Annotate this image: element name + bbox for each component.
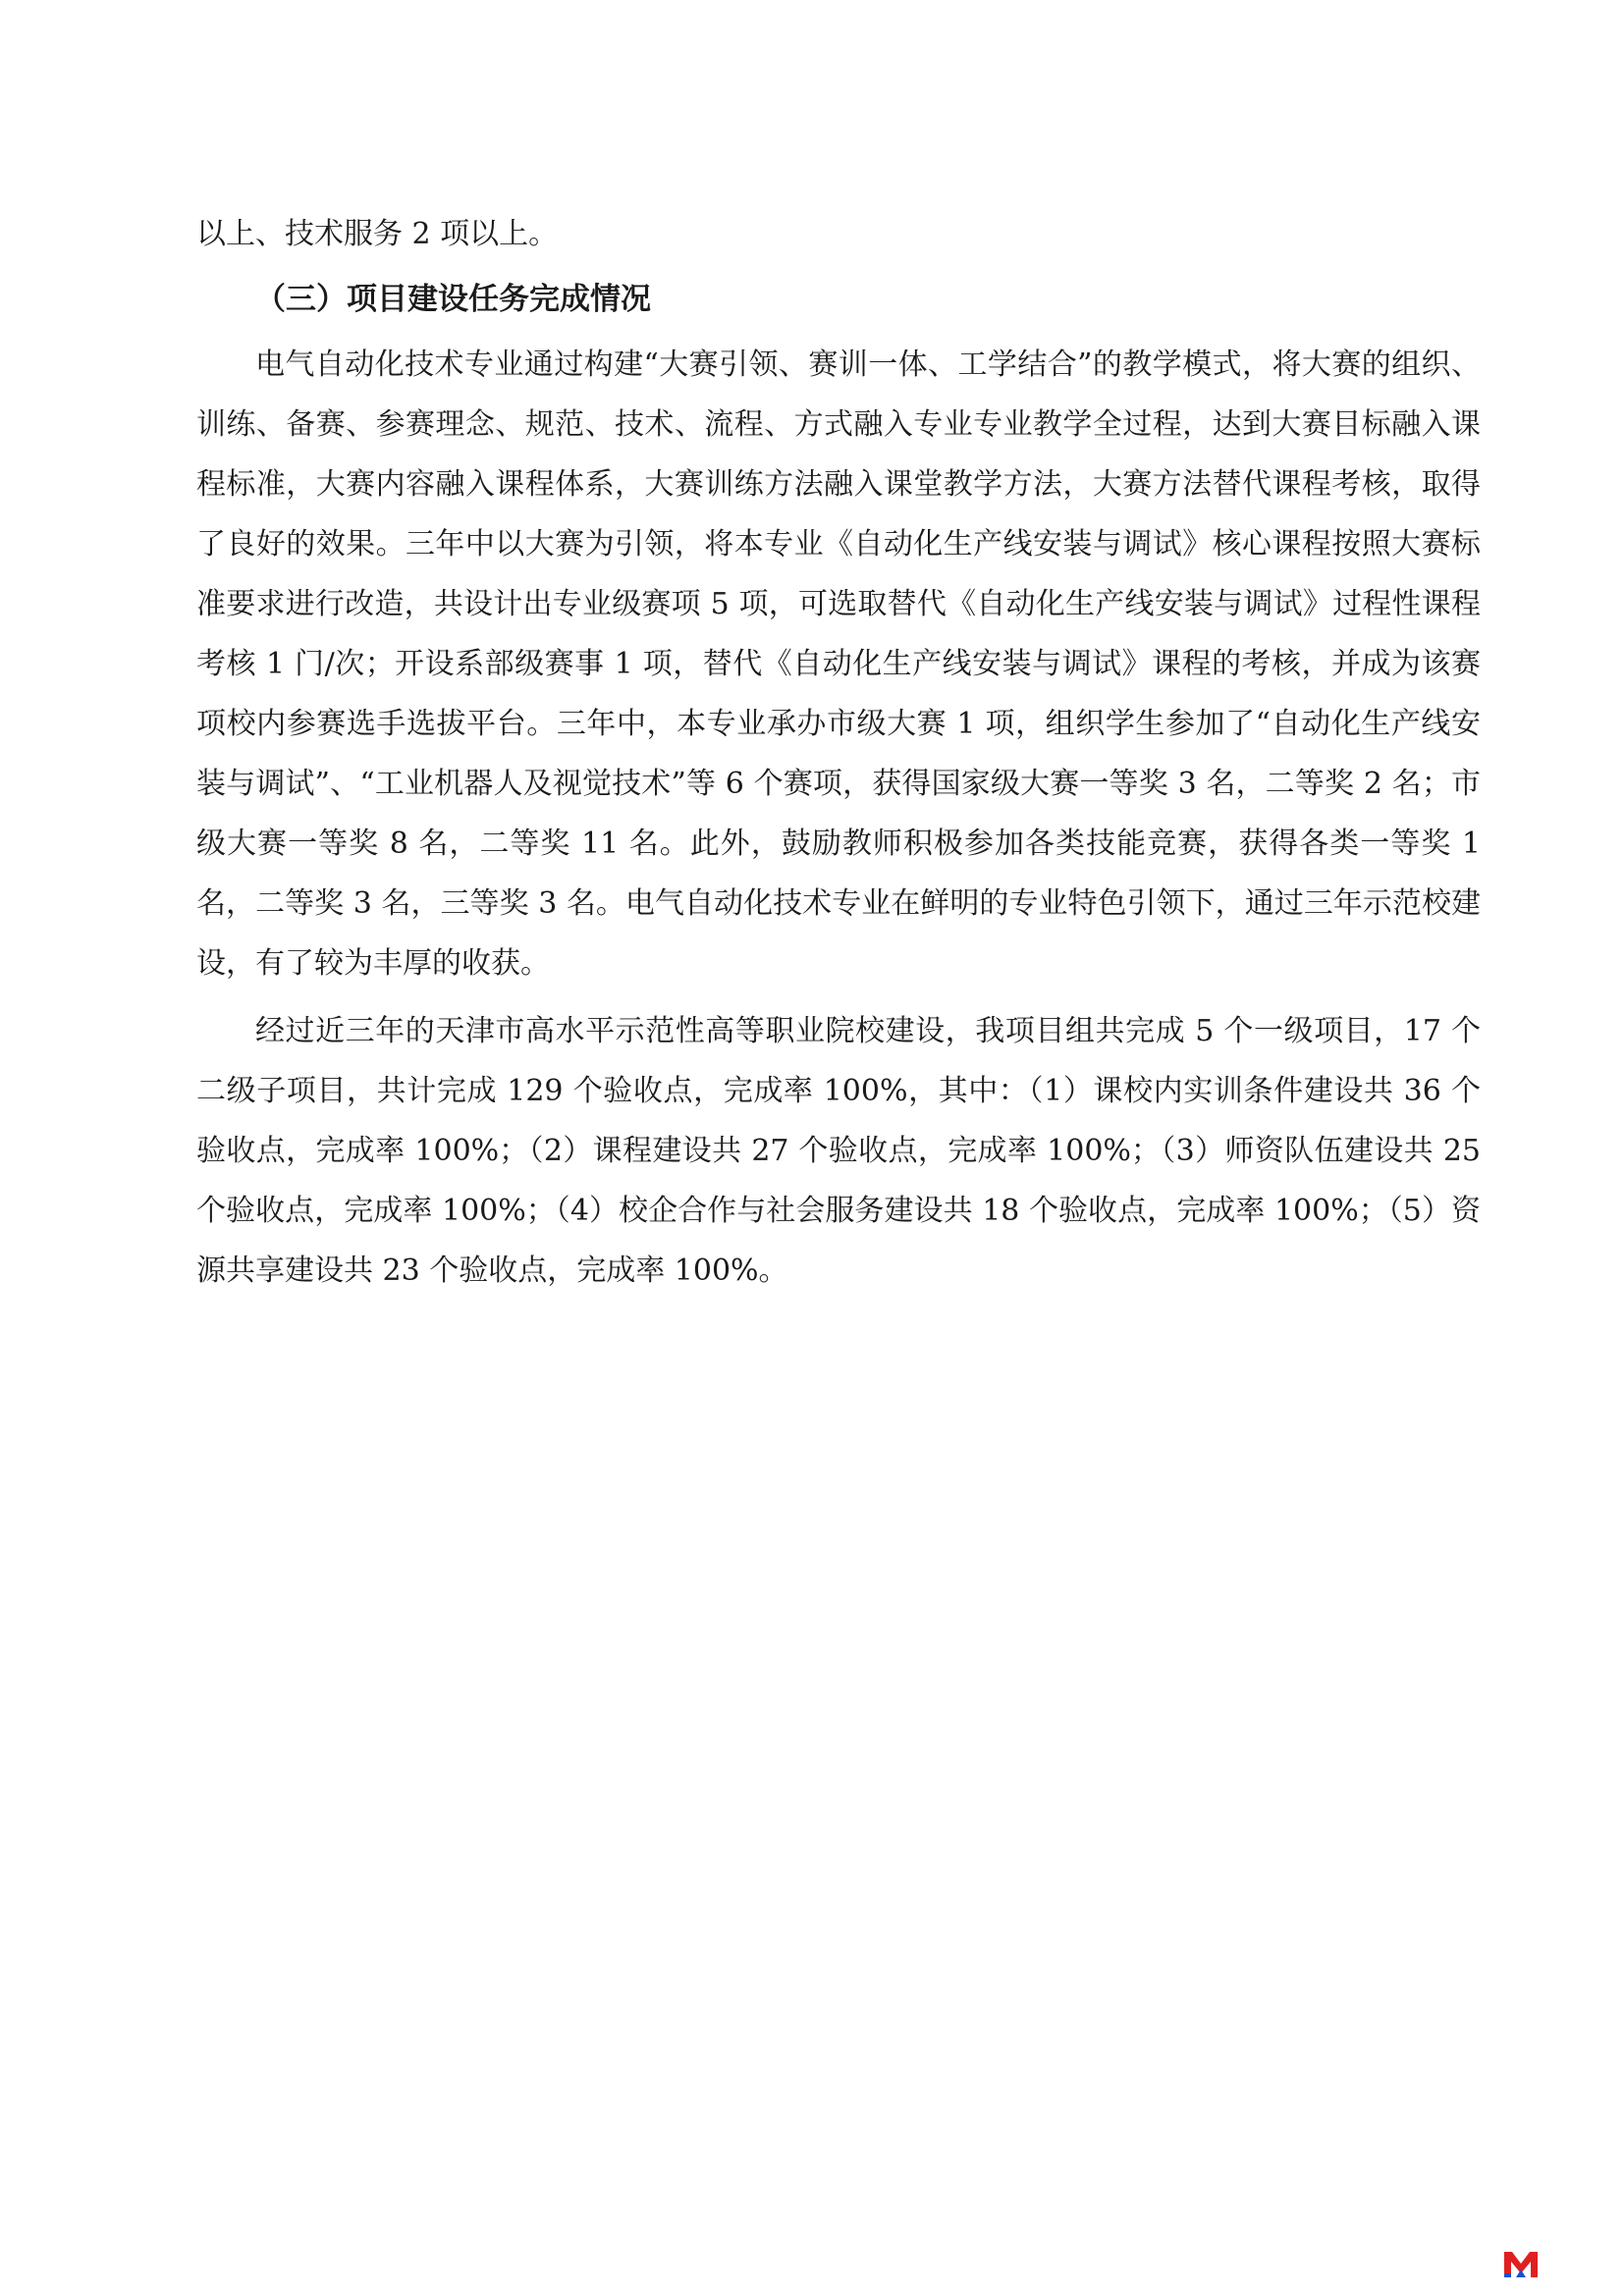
continuation-text: 以上、技术服务 2 项以上。 — [196, 217, 559, 251]
document-body — [196, 204, 1481, 1301]
paragraph-competition: 电气自动化技术专业通过构建“大赛引领、赛训一体、工学结合”的教学模式，将大赛的组织、训练、备赛、参赛理念、规范、技术、流程、方式融入专业专业教学全过程，达到大赛目标融入课程标准，大赛内容融入课程体系，大赛训练方法融入课堂教学方法，大赛方法替代课程考核，取得了良好的效果。三年中以大赛为引领，将本专业《自动化生产线安装与调试》核心课程按照大赛标准要求进行改造，共设计出专业级赛项 5 项，可选取替代《自动化生产线安装与调试》过程性课程考核 1 门/次；开设系部级赛事 1 项，替代《自动化生产线安装与调试》课程的考核，并成为该赛项校内参赛选手选拔平台。三年中，本专业承办市级大赛 1 项，组织学生参加了“自动化生产线安装与调试”、“工业机器人及视觉技术”等 6 个赛项，获得国家级大赛一等奖 3 名，二等奖 2 名；市级大赛一等奖 8 名，二等奖 11 名。此外，鼓励教师积极参加各类技能竞赛，获得各类一等奖 1 名，二等奖 3 名，三等奖 3 名。电气自动化技术专业在鲜明的专业特色引领下，通过三年示范校建设，有了较为丰厚的收获。 — [196, 347, 1481, 981]
section-heading: （三）项目建设任务完成情况 — [255, 282, 651, 317]
m-logo-icon — [1502, 2248, 1540, 2279]
paragraph-summary: 经过近三年的天津市高水平示范性高等职业院校建设，我项目组共完成 5 个一级项目，17 个二级子项目，共计完成 129 个验收点，完成率 100%，其中：（1）课校内实训条件建设共 36 个验收点，完成率 100%；（2）课程建设共 27 个验收点，完成率 100%；（3）师资队伍建设共 25 个验收点，完成率 100%；（4）校企合作与社会服务建设共 18 个验收点，完成率 100%；（5）资源共享建设共 23 个验收点，完成率 100%。 — [196, 1014, 1481, 1288]
